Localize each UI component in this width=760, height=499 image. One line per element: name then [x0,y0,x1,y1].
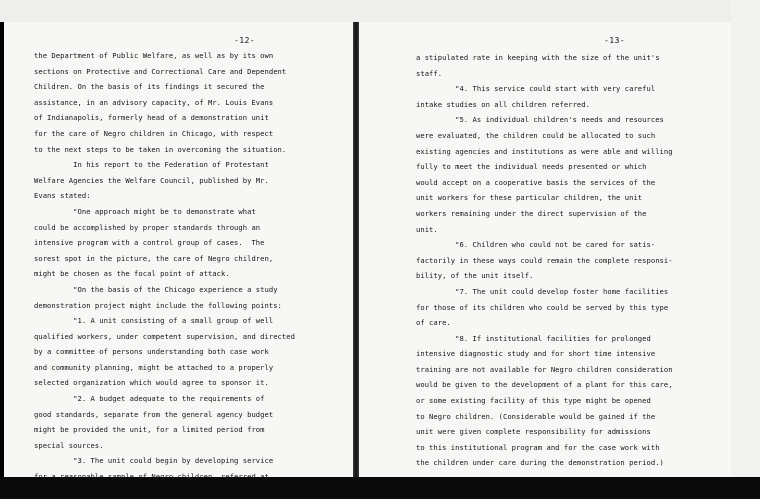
text-line: for those of its children who could be served by this type [416,302,669,312]
text-line: were evaluated, the children could be allocated to such [416,130,656,140]
text-line: "7. The unit could develop foster home facilities [416,286,669,296]
text-line: "3. The unit could begin by developing service [34,456,274,466]
text-line: the Department of Public Welfare, as well as by its own [34,51,274,60]
text-line: Evans stated: [34,191,91,201]
text-line: factorily in these ways could remain the complete responsi- [416,255,673,265]
text-line: or some existing facility of this type might be opened [416,396,651,406]
text-line: "6. Children who could not be cared for satis- [416,240,656,250]
text-line: selected organization which would agree to sponsor it. [34,378,269,388]
scan-top-margin [0,0,760,22]
scan-bottom-margin [0,477,760,499]
text-line: intake studies on all children referred. [416,99,590,109]
text-line: to Negro children. (Considerable would be gained if the [416,411,656,421]
text-line: In his report to the Federation of Protestant [34,160,269,170]
text-line: Children. On the basis of its findings it secured the [34,82,265,92]
right-page [356,22,731,477]
text-line: Welfare Agencies the Welfare Council, published by Mr. [34,175,269,185]
page-number: -12- [234,35,255,45]
text-line: might be chosen as the focal point of attack. [34,269,230,279]
text-line: intensive program with a control group of cases. The [34,238,265,248]
text-line: workers remaining under the direct supervision of the [416,208,647,218]
text-line: might be provided the unit, for a limited period from [34,425,265,435]
page-body [34,48,295,485]
text-line: sections on Protective and Correctional Care and Dependent [34,66,287,76]
text-line: "2. A budget adequate to the requirements of [34,394,265,404]
text-line: could be accomplished by proper standards through an [34,222,261,232]
left-page [4,22,353,477]
text-line: of Indianapolis, formerly head of a demonstration unit [34,113,269,123]
text-line: demonstration project might include the following points: [34,300,282,310]
text-line: a stipulated rate in keeping with the size of the unit's [416,53,660,62]
text-line: by a committee of persons understanding both case work [34,347,269,357]
text-line: of care. [416,318,451,328]
text-line: "5. As individual children's needs and resources [416,115,664,125]
text-line: and community planning, might be attached to a properly [34,362,274,372]
text-line: "8. If institutional facilities for prolonged [416,333,651,343]
text-line: training are not available for Negro children consideration [416,364,673,374]
text-line: existing agencies and institutions as were able and willing [416,146,673,156]
text-line: unit workers for these particular children, the unit [416,193,643,203]
text-line: bility, of the unit itself. [416,271,534,281]
margin-mark: ’ [356,41,361,50]
text-line: for the care of Negro children in Chicago, with respect [34,128,274,138]
text-line: to this institutional program and for the case work with [416,442,660,452]
text-line: assistance, in an advisory capacity, of Mr. Louis Evans [34,97,274,107]
text-line: the children under care during the demonstration period.) [416,458,664,468]
scan-right-margin [731,0,760,499]
text-line: qualified workers, under competent supervision, and directed [34,331,295,341]
text-line: "1. A unit consisting of a small group of well [34,316,274,326]
text-line: good standards, separate from the general agency budget [34,409,274,419]
text-line: "4. This service could start with very careful [416,84,656,94]
text-line: would be given to the development of a plant for this care, [416,380,673,390]
text-line: would accept on a cooperative basis the services of the [416,177,656,187]
text-line: unit were given complete responsibility for admissions [416,427,651,437]
page-number: -13- [604,35,625,45]
text-line: staff. [416,68,443,78]
text-line: unit. [416,224,438,234]
text-line: intensive diagnostic study and for short time intensive [416,349,656,359]
text-line: sorest spot in the picture, the care of Negro children, [34,253,274,263]
page-body [416,50,673,471]
text-line: "One approach might be to demonstrate what [34,206,256,216]
text-line: special sources. [34,440,104,450]
text-line: fully to meet the individual needs presented or which [416,162,647,172]
text-line: "On the basis of the Chicago experience a study [34,284,278,294]
text-line: to the next steps to be taken in overcoming the situation. [34,144,287,154]
